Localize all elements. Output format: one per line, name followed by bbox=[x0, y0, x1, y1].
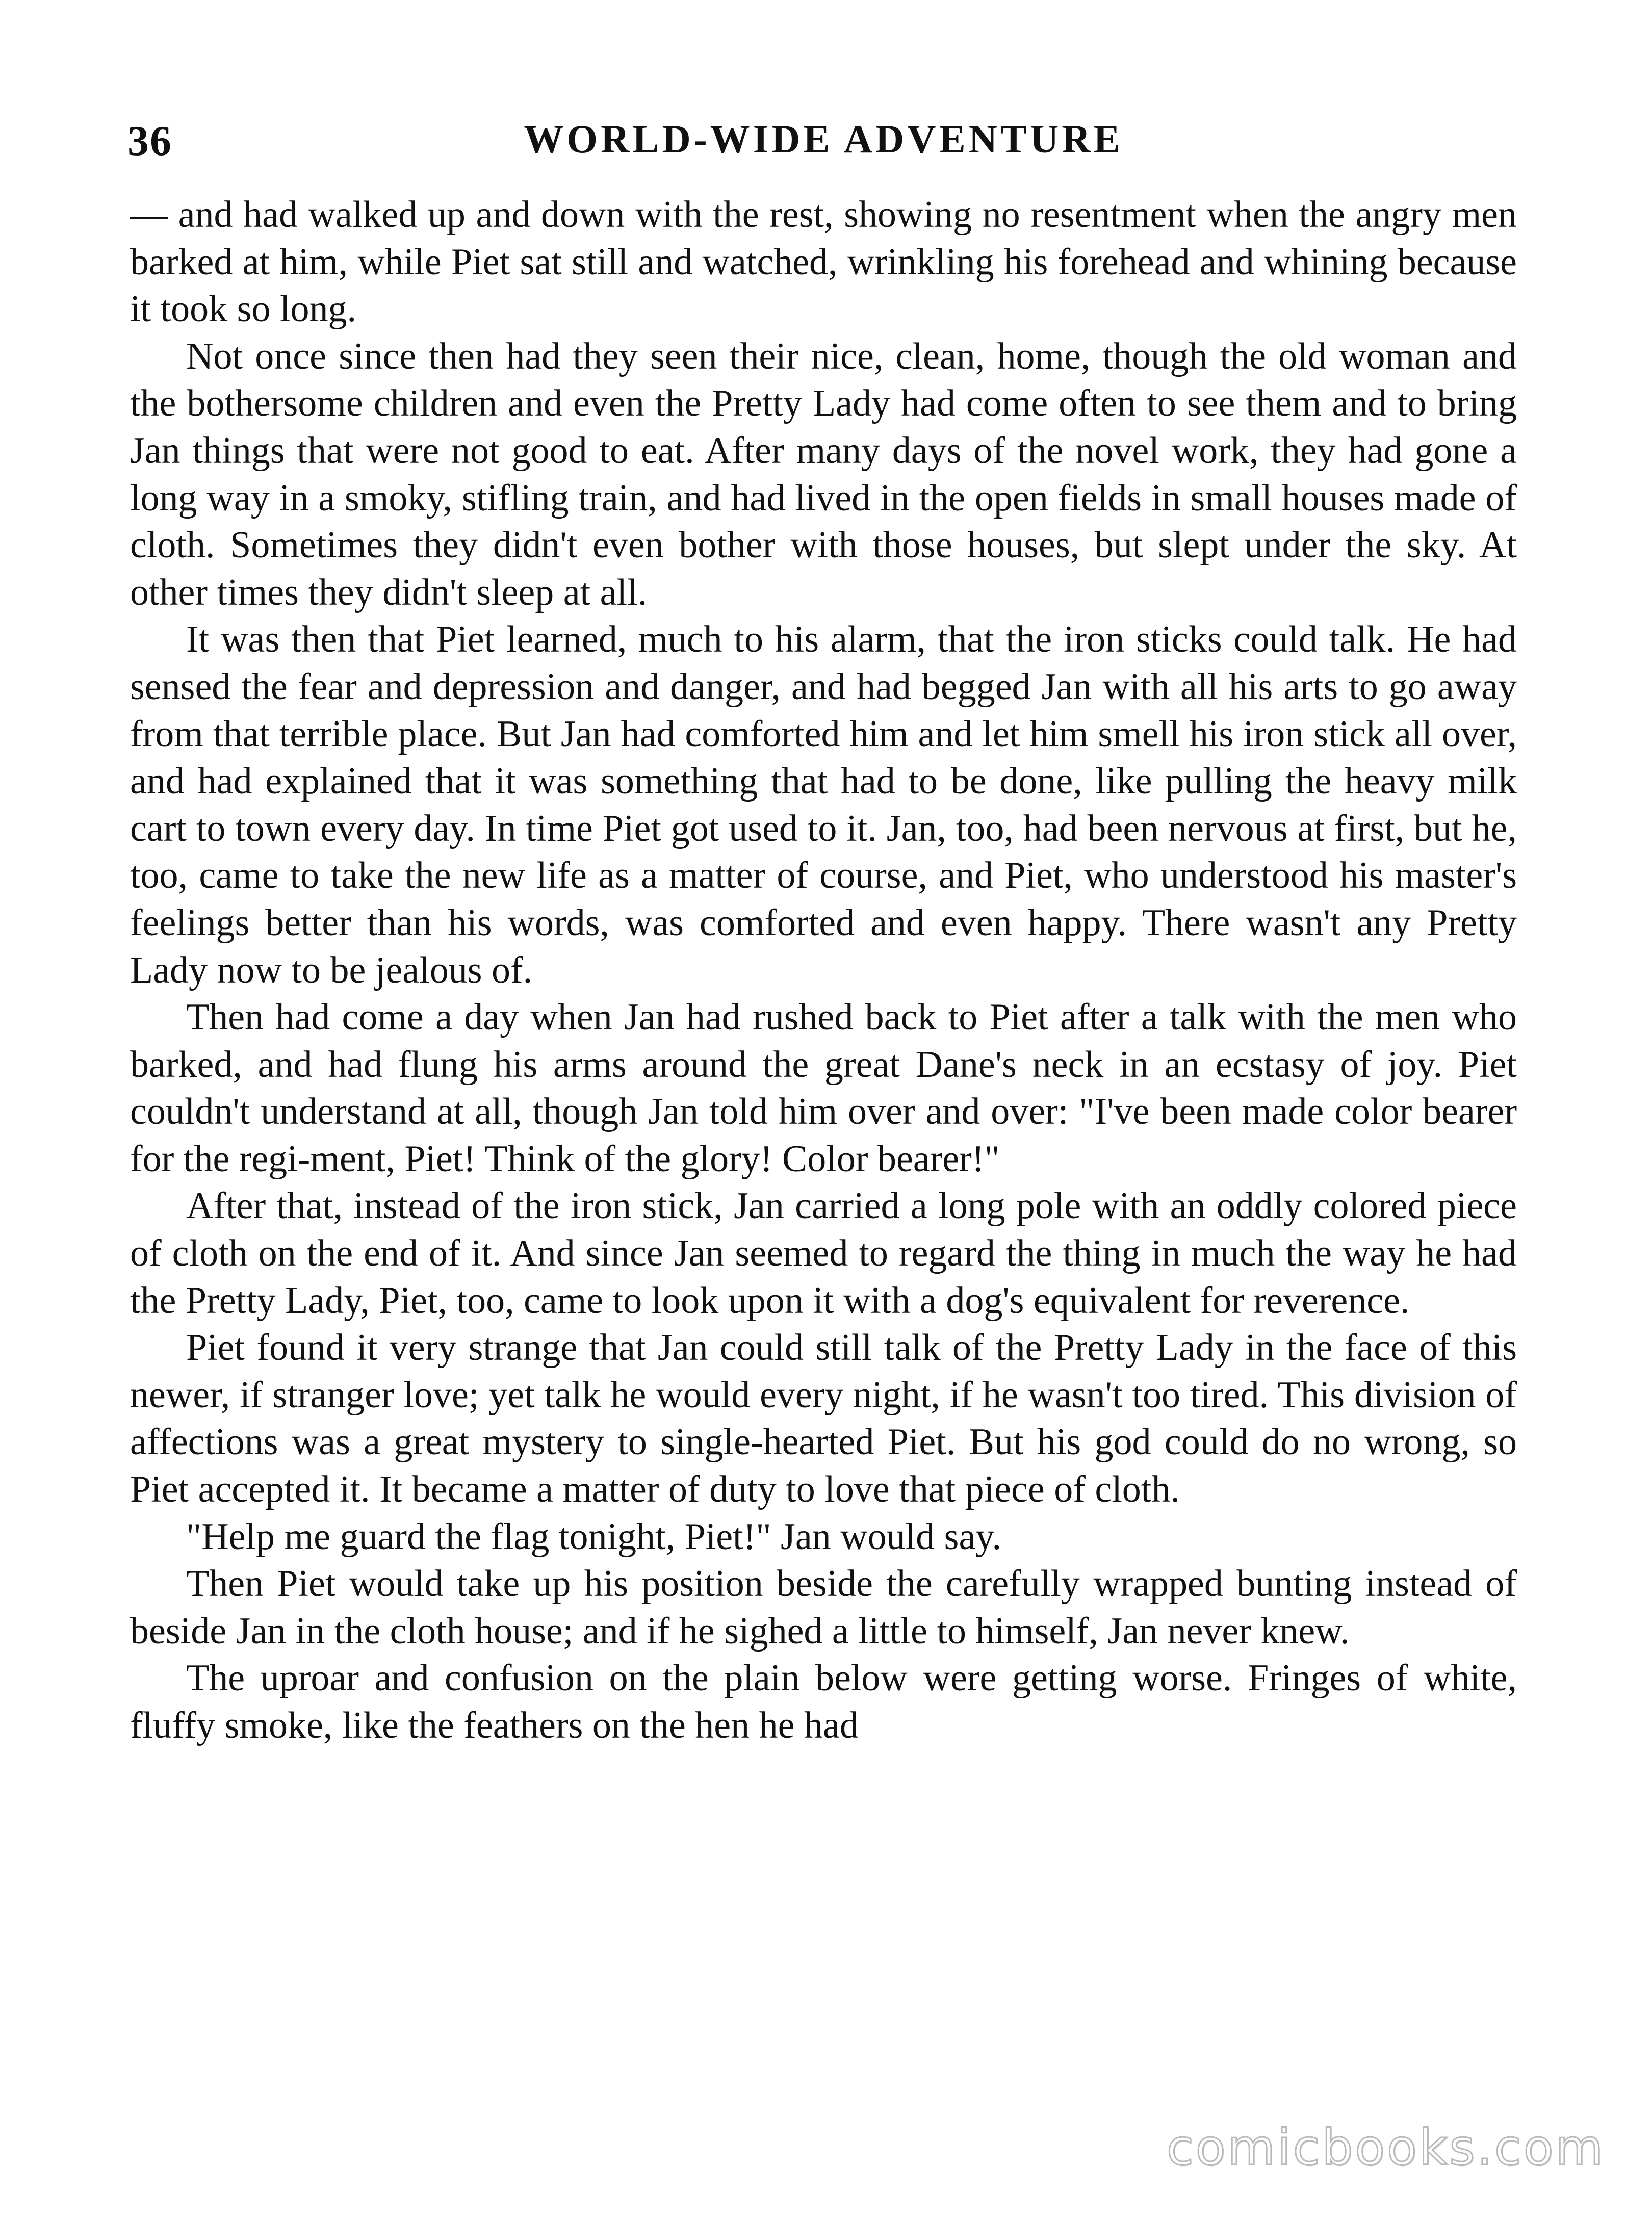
paragraph: — and had walked up and down with the rest, showing no resentment when the angry men barked at him, while Piet sat still and watched, wrinkling his forehead and whining because it took so long. bbox=[130, 194, 1517, 330]
paragraph: Then Piet would take up his position beside the carefully wrapped bunting instead of beside Jan in the cloth house; and if he sighed a little to himself, Jan never knew. bbox=[130, 1563, 1517, 1652]
body-text bbox=[130, 191, 1517, 1749]
page-number: 36 bbox=[127, 117, 172, 165]
running-head: WORLD-WIDE ADVENTURE bbox=[524, 117, 1123, 161]
paragraph: Piet found it very strange that Jan could still talk of the Pretty Lady in the face of this newer, if stranger love; yet talk he would every night, if he wasn't too tired. This division of affections was a great mystery to single-hearted Piet. But his god could do no wrong, so Piet accepted it. It became a matter of duty to love that piece of cloth. bbox=[130, 1327, 1517, 1511]
paragraph: After that, instead of the iron stick, Jan carried a long pole with an oddly colored piece of cloth on the end of it. And since Jan seemed to regard the thing in much the way he had the Pretty Lady, Piet, too, came to look upon it with a dog's equivalent for reverence. bbox=[130, 1185, 1517, 1322]
paragraph: "Help me guard the flag tonight, Piet!" Jan would say. bbox=[186, 1515, 1002, 1558]
watermark: comicbooks.com bbox=[1166, 2119, 1605, 2176]
paragraph: Then had come a day when Jan had rushed back to Piet after a talk with the men who barked, and had flung his arms around the great Dane's neck in an ecstasy of joy. Piet couldn't understand at all, though Jan told him over and over: "I've been made color bearer for the regi-ment, Piet! Think of the glory! Color bearer!" bbox=[130, 996, 1517, 1180]
paragraph: The uproar and confusion on the plain below were getting worse. Fringes of white, fluffy smoke, like the feathers on the hen he had bbox=[130, 1657, 1517, 1746]
paragraph: It was then that Piet learned, much to his alarm, that the iron sticks could talk. He had sensed the fear and depression and danger, and had begged Jan with all his arts to go away from that terrible place. But Jan had comforted him and let him smell his iron stick all over, and had explained that it was something that had to be done, like pulling the heavy milk cart to town every day. In time Piet got used to it. Jan, too, had been nervous at first, but he, too, came to take the new life as a matter of course, and Piet, who understood his master's feelings better than his words, was comforted and even happy. There wasn't any Pretty Lady now to be jealous of. bbox=[130, 618, 1517, 991]
page-header bbox=[127, 116, 1519, 172]
paragraph: Not once since then had they seen their nice, clean, home, though the old woman and the bothersome children and even the Pretty Lady had come often to see them and to bring Jan things that were not good to eat. After many days of the novel work, they had gone a long way in a smoky, stifling train, and had lived in the open fields in small houses made of cloth. Sometimes they didn't even bother with those houses, but slept under the sky. At other times they didn't sleep at all. bbox=[130, 335, 1517, 613]
